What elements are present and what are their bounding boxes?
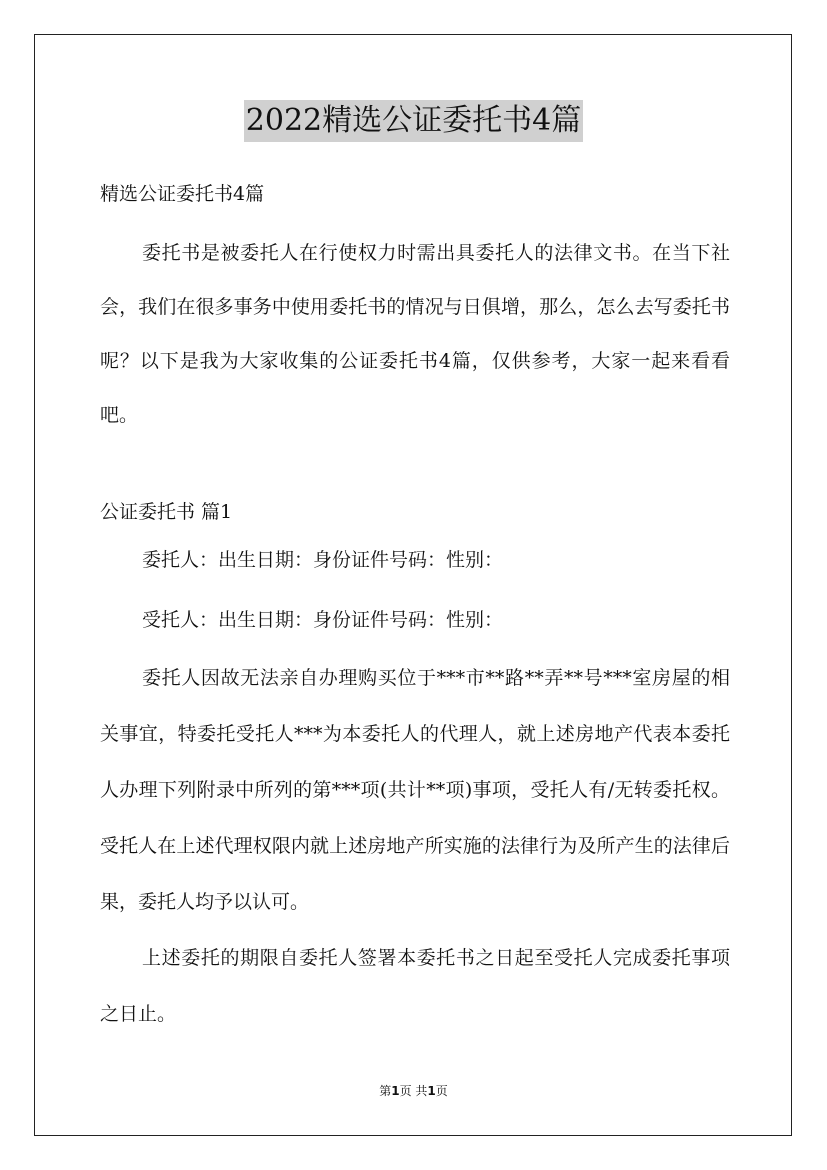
page-current: 1 (391, 1084, 400, 1098)
page-footer (0, 1082, 827, 1099)
intro-paragraph: 委托书是被委托人在行使权力时需出具委托人的法律文书。在当下社会，我们在很多事务中使用委托书的情况与日俱增，那么，怎么去写委托书呢？以下是我为大家收集的公证委托书4篇，仅供参考，大家一起来看看吧。 (100, 242, 730, 426)
page-suffix: 页 (435, 1084, 448, 1098)
document-title: 2022精选公证委托书4篇 (244, 100, 583, 142)
section-heading: 公证委托书 篇1 (100, 501, 233, 523)
term-paragraph: 上述委托的期限自委托人签署本委托书之日起至受托人完成委托事项之日止。 (100, 947, 730, 1025)
page-prefix: 第 (379, 1084, 392, 1098)
title-container (0, 100, 827, 142)
spacer (100, 212, 730, 226)
document-body (100, 176, 730, 1042)
page-mid: 页 共 (399, 1084, 428, 1098)
agent-line: 受托人：出生日期：身份证件号码：性别： (142, 609, 504, 631)
spacer (100, 442, 730, 494)
principal-line: 委托人：出生日期：身份证件号码：性别： (142, 549, 504, 571)
page-total: 1 (427, 1084, 436, 1098)
document-subtitle: 精选公证委托书4篇 (100, 183, 265, 205)
body-paragraph: 委托人因故无法亲自办理购买位于***市**路**弄**号***室房屋的相关事宜，特委托受托人***为本委托人的代理人，就上述房地产代表本委托人办理下列附录中所列的第***项(共计**项)事项，受托人有/无转委托权。受托人在上述代理权限内就上述房地产所实施的法律行为及所产生的法律后果，委托人均予以认可。 (100, 667, 730, 913)
